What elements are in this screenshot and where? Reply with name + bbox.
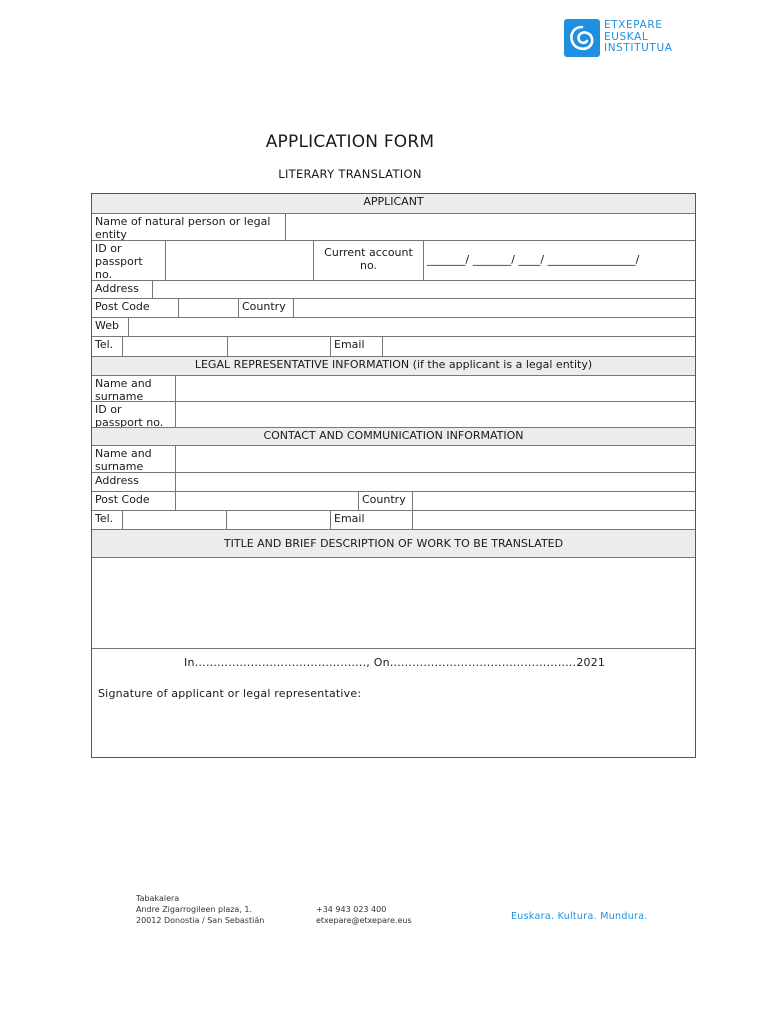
contact-email-field[interactable] <box>412 511 695 529</box>
legal-header-row <box>92 356 695 375</box>
applicant-header-row <box>92 194 695 213</box>
signature-area[interactable] <box>92 648 695 757</box>
contact-header-row <box>92 427 695 445</box>
footer-address-line-1: Tabakalera <box>136 894 180 903</box>
contact-name-row <box>92 445 695 472</box>
contact-postcode-field[interactable] <box>175 492 358 510</box>
applicant-country-label: Country <box>238 299 293 317</box>
footer-address-line-2: Andre Zigarrogileen plaza, 1. <box>136 905 253 914</box>
logo-line-3: INSTITUTUA <box>604 42 673 54</box>
footer-slogan: Euskara. Kultura. Mundura. <box>511 911 648 922</box>
contact-tel-label: Tel. <box>95 512 114 525</box>
contact-email-label: Email <box>330 511 412 529</box>
applicant-country-field[interactable] <box>293 299 695 317</box>
applicant-web-label: Web <box>95 319 119 332</box>
applicant-tel-field-2[interactable] <box>227 337 330 356</box>
contact-address-row <box>92 472 695 491</box>
legal-section-header: LEGAL REPRESENTATIVE INFORMATION (if the applicant is a legal entity) <box>92 357 695 375</box>
applicant-address-row <box>92 280 695 298</box>
contact-name-field[interactable] <box>175 446 695 472</box>
applicant-id-label: ID or passport no. <box>95 242 143 280</box>
etxepare-spiral-logo-icon <box>564 19 600 57</box>
applicant-section-header: APPLICANT <box>92 194 695 213</box>
legal-id-field[interactable] <box>175 402 695 427</box>
contact-section-header: CONTACT AND COMMUNICATION INFORMATION <box>92 428 695 445</box>
legal-id-label: ID or passport no. <box>95 403 164 427</box>
legal-id-row <box>92 401 695 427</box>
applicant-web-field[interactable] <box>128 318 695 336</box>
legal-name-label: Name and surname <box>95 377 152 401</box>
contact-tel-row <box>92 510 695 529</box>
contact-postcode-label: Post Code <box>95 493 150 506</box>
legal-name-row <box>92 375 695 401</box>
applicant-postcode-field[interactable] <box>178 299 238 317</box>
page-title: APPLICATION FORM <box>265 132 435 152</box>
footer-phone: +34 943 023 400 <box>316 905 387 914</box>
applicant-address-field[interactable] <box>152 281 695 298</box>
institute-logo <box>564 19 694 61</box>
page-subtitle: LITERARY TRANSLATION <box>278 167 422 181</box>
applicant-id-field[interactable] <box>165 241 313 280</box>
contact-address-label: Address <box>95 474 139 487</box>
contact-postcode-row <box>92 491 695 510</box>
legal-name-field[interactable] <box>175 376 695 401</box>
contact-country-label: Country <box>358 492 412 510</box>
footer-email: etxepare@etxepare.eus <box>316 916 412 925</box>
work-section-header: TITLE AND BRIEF DESCRIPTION OF WORK TO BE TRANSLATED <box>92 530 695 557</box>
contact-country-field[interactable] <box>412 492 695 510</box>
contact-name-label: Name and surname <box>95 447 152 472</box>
account-number-field[interactable]: _______/ _______/ ____/ ________________/ <box>423 241 695 280</box>
logo-line-1: ETXEPARE <box>604 19 663 31</box>
footer-address <box>136 893 264 926</box>
applicant-id-row <box>92 240 695 280</box>
applicant-tel-field-1[interactable] <box>122 337 227 356</box>
account-number-label: Current account no. <box>313 241 423 280</box>
applicant-postcode-row <box>92 298 695 317</box>
applicant-address-label: Address <box>95 282 139 295</box>
contact-tel-field-1[interactable] <box>122 511 226 529</box>
logo-line-2: EUSKAL <box>604 30 649 43</box>
applicant-tel-label: Tel. <box>95 338 114 351</box>
applicant-name-field[interactable] <box>285 214 695 240</box>
applicant-tel-row <box>92 336 695 356</box>
applicant-email-field[interactable] <box>382 337 695 356</box>
work-header-row <box>92 529 695 557</box>
place-date-line[interactable]: In………………………………………., On…………………………………………..2021 <box>184 656 606 669</box>
footer-address-line-3: 20012 Donostia / San Sebastián <box>136 916 265 925</box>
applicant-postcode-label: Post Code <box>95 300 150 313</box>
work-description-field[interactable] <box>92 557 695 648</box>
applicant-email-label: Email <box>330 337 382 356</box>
contact-tel-field-2[interactable] <box>226 511 330 529</box>
logo-wordmark <box>604 20 673 55</box>
contact-address-field[interactable] <box>175 473 695 491</box>
application-form <box>91 193 696 758</box>
signature-label: Signature of applicant or legal representative: <box>98 687 362 700</box>
applicant-name-row <box>92 213 695 240</box>
applicant-name-label: Name of natural person or legal entity <box>95 215 271 240</box>
footer-contact <box>316 904 412 926</box>
applicant-web-row <box>92 317 695 336</box>
